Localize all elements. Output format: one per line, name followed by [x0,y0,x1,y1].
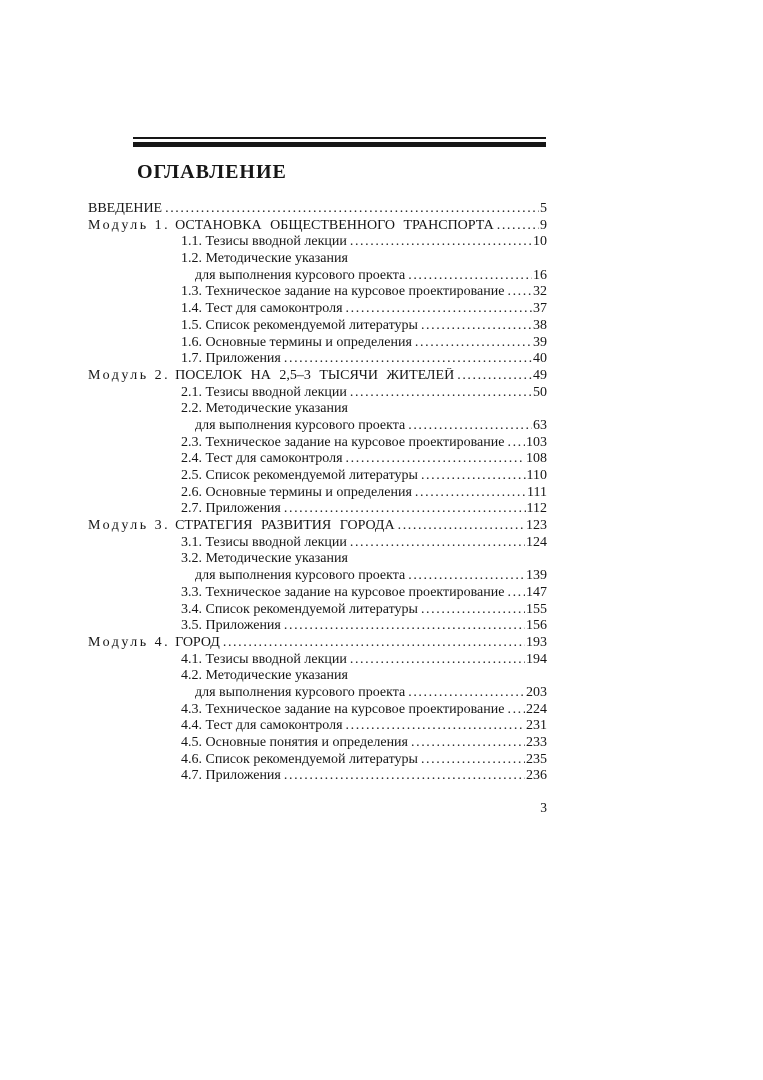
dot-leader [350,385,532,402]
toc-entry-label: 1.4. Тест для самоконтроля [181,301,343,317]
toc-entry-label: 3.1. Тезисы вводной лекции [181,534,347,550]
toc-entry [88,435,547,452]
toc-entry-page: 10 [533,234,547,250]
toc-entry-page: 203 [526,684,547,700]
toc-entry-label: 4.6. Список рекомендуемой литературы [181,751,418,767]
rule-thin-line [133,137,546,139]
toc-entry [88,301,547,318]
toc-entry-module-prefix: Модуль 4. [88,634,171,650]
toc-entry-label: для выполнения курсового проекта [195,267,406,283]
toc-entry-label: 1.1. Тезисы вводной лекции [181,234,347,250]
toc-entry-page: 37 [533,301,547,317]
toc-entry-page: 147 [526,584,547,600]
toc-entry-label: ОСТАНОВКА ОБЩЕСТВЕННОГО ТРАНСПОРТА [175,217,494,233]
toc-entry-page: 233 [526,735,547,750]
dot-leader [223,635,525,652]
dot-leader [284,351,532,368]
toc-entry-page: 235 [526,751,547,767]
dot-leader [408,268,532,285]
toc-entry [88,568,547,585]
toc-entry [88,518,547,535]
toc-entry-label: СТРАТЕГИЯ РАЗВИТИЯ ГОРОДА [175,518,395,534]
toc-entry-label: 4.7. Приложения [181,768,281,784]
toc-entry-page: 108 [526,451,547,467]
toc-entry-label: 2.3. Техническое задание на курсовое проектирование [181,434,505,450]
toc-entry-label: 3.3. Техническое задание на курсовое проектирование [181,584,505,600]
dot-leader [421,602,525,619]
dot-leader [408,568,525,585]
toc-entry-page: 9 [540,217,547,233]
toc-entry-page: 16 [533,267,547,283]
toc-entry [88,551,547,568]
toc-entry-page: 39 [533,334,547,350]
toc-entry [88,385,547,402]
dot-leader [411,735,525,752]
toc-entry [88,218,547,235]
toc-entry-label: 2.6. Основные термины и определения [181,484,412,500]
dot-leader [421,468,526,485]
dot-leader [415,335,532,352]
toc-entry [88,234,547,251]
toc-entry [88,668,547,685]
dot-leader [284,768,525,785]
toc-entry-label: 4.5. Основные понятия и определения [181,735,408,750]
dot-leader [350,652,525,669]
toc-entry [88,535,547,552]
toc-entry [88,468,547,485]
dot-leader [457,368,532,385]
toc-entry [88,318,547,335]
toc-entry-label: 1.2. Методические указания [181,251,348,267]
dot-leader [346,451,525,468]
dot-leader [408,418,532,435]
toc-entry [88,501,547,518]
toc-entry-page: 236 [526,768,547,784]
folio-page-number: 3 [540,800,547,815]
toc-entry-label: 1.7. Приложения [181,351,281,367]
dot-leader [398,518,525,535]
dot-leader [350,234,532,251]
dot-leader [415,485,526,502]
dot-leader [507,435,525,452]
toc-entry-page: 123 [526,518,547,534]
toc-entry [88,602,547,619]
toc-entry-page: 124 [526,534,547,550]
toc-entry [88,401,547,418]
toc-entry-page: 111 [527,484,547,500]
toc-entry-page: 139 [526,568,547,584]
toc-entry-label: 2.5. Список рекомендуемой литературы [181,468,418,483]
toc-entry [88,652,547,669]
toc-entry-label: 2.1. Тезисы вводной лекции [181,384,347,400]
toc-entry-label: 4.1. Тезисы вводной лекции [181,651,347,667]
toc-entry [88,418,547,435]
dot-leader [421,752,525,769]
toc-entry-label: 4.4. Тест для самоконтроля [181,718,343,734]
toc-entry [88,284,547,301]
toc-entry-label: 1.3. Техническое задание на курсовое проектирование [181,284,505,300]
toc-entry-label: 3.2. Методические указания [181,551,348,567]
toc-entry [88,268,547,285]
rule-thick-line [133,142,546,147]
dot-leader [507,585,525,602]
dot-leader [350,535,525,552]
toc-entry [88,635,547,652]
dot-leader [408,685,525,702]
dot-leader [346,301,532,318]
toc-entry-page: 193 [526,634,547,650]
toc-entry-page: 63 [533,417,547,433]
toc-entry [88,368,547,385]
toc-entry-page: 49 [533,367,547,383]
toc-entry [88,585,547,602]
toc-entry-label: 1.6. Основные термины и определения [181,334,412,350]
toc-entry-page: 32 [533,284,547,300]
toc-entry [88,335,547,352]
toc-entry-page: 231 [526,718,547,734]
toc-entry-label: 1.5. Список рекомендуемой литературы [181,317,418,333]
dot-leader [346,718,525,735]
dot-leader [497,218,539,235]
toc-entry [88,768,547,785]
toc-entry-module-prefix: Модуль 1. [88,217,171,233]
dot-leader [507,702,525,719]
page-title: ОГЛАВЛЕНИЕ [137,161,287,183]
toc-entry-module-prefix: Модуль 3. [88,518,171,534]
toc-entry-label: 4.3. Техническое задание на курсовое проектирование [181,701,505,717]
toc-entry-page: 103 [526,434,547,450]
toc-entry-label: для выполнения курсового проекта [195,684,406,700]
dot-leader [421,318,532,335]
toc-entry-label: 3.4. Список рекомендуемой литературы [181,601,418,617]
toc-entry-page: 110 [526,468,547,483]
toc-entry [88,685,547,702]
toc-entry-page: 194 [526,651,547,667]
toc-entry-page: 50 [533,384,547,400]
toc-entry [88,251,547,268]
toc-entry [88,351,547,368]
dot-leader [165,201,539,218]
toc-entry-page: 38 [533,317,547,333]
toc-entry-page: 5 [540,201,547,216]
toc-entry [88,451,547,468]
toc-entry [88,485,547,502]
toc-entry [88,718,547,735]
toc-entry-page: 224 [526,701,547,717]
toc-entry-label: для выполнения курсового проекта [195,568,406,584]
toc-entry-page: 156 [526,618,547,634]
toc-entry [88,752,547,769]
dot-leader [284,501,526,518]
toc-entry-label: 2.2. Методические указания [181,401,348,417]
toc-entry [88,618,547,635]
toc-entry-label: 4.2. Методические указания [181,668,348,684]
toc-list [88,201,547,785]
dot-leader [284,618,525,635]
toc-entry [88,702,547,719]
toc-entry-label: ПОСЕЛОК НА 2,5–3 ТЫСЯЧИ ЖИТЕЛЕЙ [175,367,455,383]
toc-entry-label: для выполнения курсового проекта [195,417,406,433]
toc-entry-page: 112 [526,501,547,517]
toc-entry-module-prefix: Модуль 2. [88,367,171,383]
toc-entry-label: 2.7. Приложения [181,501,281,517]
toc-entry-label: ВВЕДЕНИЕ [88,201,163,216]
toc-entry-page: 155 [526,601,547,617]
toc-entry-label: ГОРОД [175,634,220,650]
double-rule [133,137,546,147]
toc-entry-page: 40 [533,351,547,367]
toc-entry [88,201,547,218]
toc-entry [88,735,547,752]
toc-entry-label: 3.5. Приложения [181,618,281,634]
toc-entry-label: 2.4. Тест для самоконтроля [181,451,343,467]
dot-leader [507,284,532,301]
